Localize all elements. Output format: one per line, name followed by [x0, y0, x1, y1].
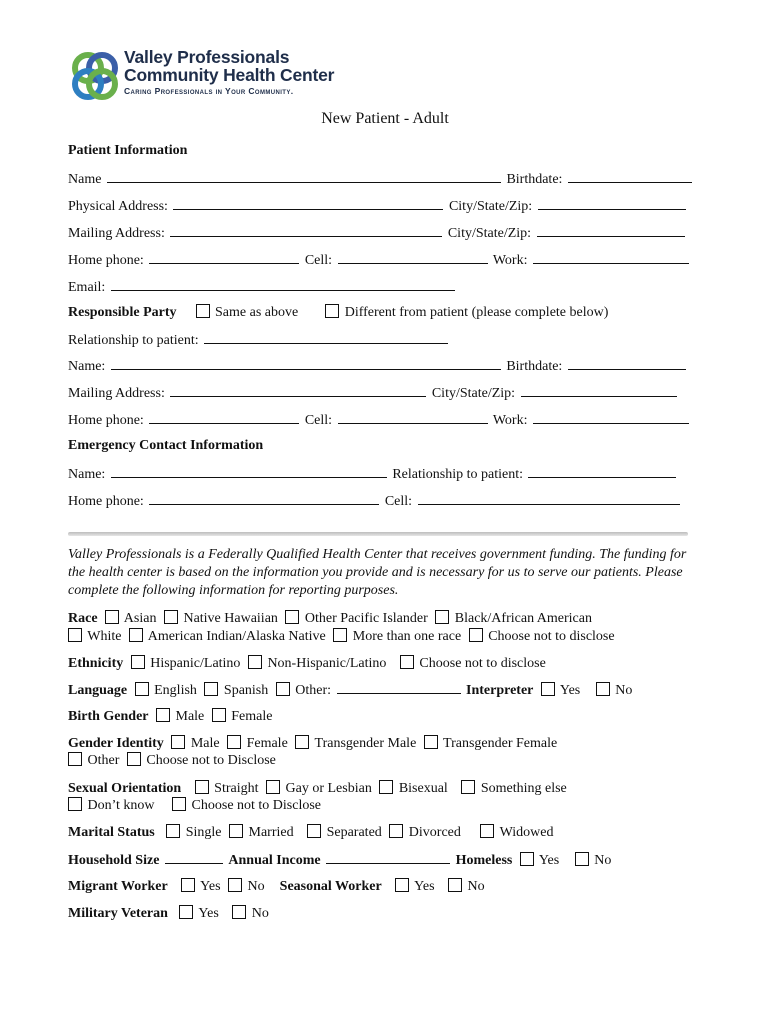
- ethnicity-option-label: Non-Hispanic/Latino: [267, 656, 387, 671]
- so-option-label: Bisexual: [398, 781, 448, 796]
- birth-gender-male-checkbox[interactable]: [156, 708, 170, 722]
- gi-other-checkbox[interactable]: [68, 752, 82, 766]
- ec-name-label: Name:: [68, 467, 106, 482]
- work-label: Work:: [492, 253, 528, 268]
- migrant-yes-checkbox[interactable]: [181, 878, 195, 892]
- ms-option-label: Widowed: [499, 825, 554, 840]
- rp-cell-field[interactable]: [338, 411, 488, 424]
- race-label: Race: [68, 611, 98, 626]
- language-option-label: Other:: [295, 683, 332, 698]
- veteran-option-label: Yes: [198, 906, 219, 921]
- rp-city-state-zip-label: City/State/Zip:: [431, 386, 516, 401]
- migrant-worker-label: Migrant Worker: [68, 879, 168, 894]
- ec-relationship-label: Relationship to patient:: [392, 467, 523, 482]
- different-from-patient-checkbox[interactable]: [325, 304, 339, 318]
- mailing-address-field[interactable]: [170, 224, 442, 237]
- so-gay-lesbian-checkbox[interactable]: [266, 780, 280, 794]
- migrant-option-label: No: [247, 879, 265, 894]
- ec-cell-field[interactable]: [418, 492, 680, 505]
- interpreter-option-label: No: [615, 683, 633, 698]
- gi-transgender-male-checkbox[interactable]: [295, 735, 309, 749]
- ec-home-phone-label: Home phone:: [68, 494, 144, 509]
- section-divider: [68, 532, 688, 536]
- rp-work-label: Work:: [492, 413, 528, 428]
- cell-label: Cell:: [304, 253, 333, 268]
- veteran-option-label: No: [251, 906, 269, 921]
- clinic-logo: [68, 48, 368, 104]
- homeless-option-label: Yes: [538, 853, 560, 868]
- race-option-label: Choose not to disclose: [488, 629, 615, 644]
- gi-transgender-female-checkbox[interactable]: [424, 735, 438, 749]
- ms-option-label: Single: [185, 825, 222, 840]
- birthdate-field[interactable]: [568, 170, 692, 183]
- so-bisexual-checkbox[interactable]: [379, 780, 393, 794]
- mailing-city-state-zip-field[interactable]: [537, 224, 685, 237]
- ms-single-checkbox[interactable]: [166, 824, 180, 838]
- ms-separated-checkbox[interactable]: [307, 824, 321, 838]
- rp-home-phone-label: Home phone:: [68, 413, 144, 428]
- race-option-label: More than one race: [352, 629, 462, 644]
- ms-option-label: Married: [248, 825, 294, 840]
- patient-info-heading: Patient Information: [68, 143, 188, 158]
- homeless-yes-checkbox[interactable]: [520, 852, 534, 866]
- seasonal-worker-label: Seasonal Worker: [279, 879, 382, 894]
- so-option-label: Choose not to Disclose: [191, 798, 322, 813]
- ec-name-field[interactable]: [111, 465, 387, 478]
- race-more-than-one-checkbox[interactable]: [333, 628, 347, 642]
- annual-income-label: Annual Income: [228, 853, 321, 868]
- interpreter-yes-checkbox[interactable]: [541, 682, 555, 696]
- rp-name-field[interactable]: [111, 357, 501, 370]
- language-english-checkbox[interactable]: [135, 682, 149, 696]
- rp-relationship-label: Relationship to patient:: [68, 333, 199, 348]
- rp-city-state-zip-field[interactable]: [521, 384, 677, 397]
- ethnicity-not-disclose-checkbox[interactable]: [400, 655, 414, 669]
- ethnicity-label: Ethnicity: [68, 656, 124, 671]
- gi-female-checkbox[interactable]: [227, 735, 241, 749]
- race-american-indian-checkbox[interactable]: [129, 628, 143, 642]
- race-black-african-american-checkbox[interactable]: [435, 610, 449, 624]
- rp-work-field[interactable]: [533, 411, 689, 424]
- logo-rings-icon: [68, 50, 122, 104]
- veteran-yes-checkbox[interactable]: [179, 905, 193, 919]
- race-option-label: Asian: [123, 611, 157, 626]
- gender-identity-label: Gender Identity: [68, 736, 164, 751]
- birth-gender-option-label: Male: [175, 709, 205, 724]
- migrant-option-label: Yes: [200, 879, 221, 894]
- so-option-label: Don’t know: [87, 798, 155, 813]
- so-not-disclose-checkbox[interactable]: [172, 797, 186, 811]
- responsible-party-heading: Responsible Party: [68, 305, 177, 320]
- emergency-heading: Emergency Contact Information: [68, 438, 264, 453]
- mailing-address-label: Mailing Address:: [68, 226, 165, 241]
- race-option-label: Black/African American: [454, 611, 592, 626]
- seasonal-no-checkbox[interactable]: [448, 878, 462, 892]
- gi-option-label: Male: [190, 736, 220, 751]
- gi-option-label: Female: [246, 736, 288, 751]
- physical-address-field[interactable]: [173, 197, 443, 210]
- ethnicity-option-label: Hispanic/Latino: [150, 656, 241, 671]
- birth-gender-female-checkbox[interactable]: [212, 708, 226, 722]
- race-option-label: Other Pacific Islander: [304, 611, 428, 626]
- cell-field[interactable]: [338, 251, 488, 264]
- veteran-no-checkbox[interactable]: [232, 905, 246, 919]
- ec-cell-label: Cell:: [384, 494, 413, 509]
- physical-city-state-zip-field[interactable]: [538, 197, 686, 210]
- seasonal-option-label: Yes: [414, 879, 435, 894]
- household-size-field[interactable]: [165, 851, 223, 864]
- different-from-patient-label: Different from patient (please complete below): [344, 305, 609, 320]
- homeless-no-checkbox[interactable]: [575, 852, 589, 866]
- race-other-pacific-islander-checkbox[interactable]: [285, 610, 299, 624]
- gi-male-checkbox[interactable]: [171, 735, 185, 749]
- interpreter-no-checkbox[interactable]: [596, 682, 610, 696]
- so-option-label: Gay or Lesbian: [285, 781, 372, 796]
- rp-mailing-address-label: Mailing Address:: [68, 386, 165, 401]
- ethnicity-option-label: Choose not to disclose: [419, 656, 546, 671]
- ms-married-checkbox[interactable]: [229, 824, 243, 838]
- rp-home-phone-field[interactable]: [149, 411, 299, 424]
- so-something-else-checkbox[interactable]: [461, 780, 475, 794]
- seasonal-yes-checkbox[interactable]: [395, 878, 409, 892]
- ec-relationship-field[interactable]: [528, 465, 676, 478]
- birth-gender-label: Birth Gender: [68, 709, 149, 724]
- rp-name-label: Name:: [68, 359, 106, 374]
- ms-option-label: Divorced: [408, 825, 461, 840]
- physical-city-state-zip-label: City/State/Zip:: [448, 199, 533, 214]
- logo-tagline: Caring Professionals in Your Community.: [124, 86, 294, 96]
- language-option-label: English: [154, 683, 197, 698]
- rp-birthdate-label: Birthdate:: [506, 359, 563, 374]
- interpreter-label: Interpreter: [466, 683, 534, 698]
- gi-not-disclose-checkbox[interactable]: [127, 752, 141, 766]
- language-other-field[interactable]: [337, 681, 461, 694]
- mailing-city-state-zip-label: City/State/Zip:: [447, 226, 532, 241]
- ms-option-label: Separated: [326, 825, 382, 840]
- race-asian-checkbox[interactable]: [105, 610, 119, 624]
- rp-birthdate-field[interactable]: [568, 357, 686, 370]
- race-option-label: Native Hawaiian: [183, 611, 278, 626]
- interpreter-option-label: Yes: [559, 683, 581, 698]
- funding-notice: Valley Professionals is a Federally Qualified Health Center that receives government funding. The funding for the health center is based on the information you provide and is necessary for us to serve our patients. Please complete the following information for reporting purposes.: [68, 547, 687, 598]
- work-field[interactable]: [533, 251, 689, 264]
- same-as-above-checkbox[interactable]: [196, 304, 210, 318]
- ec-home-phone-field[interactable]: [149, 492, 379, 505]
- gi-option-label: Other: [87, 753, 120, 768]
- marital-status-label: Marital Status: [68, 825, 155, 840]
- so-dont-know-checkbox[interactable]: [68, 797, 82, 811]
- homeless-label: Homeless: [455, 853, 513, 868]
- military-veteran-label: Military Veteran: [68, 906, 168, 921]
- ethnicity-hispanic-checkbox[interactable]: [131, 655, 145, 669]
- name-field[interactable]: [107, 170, 501, 183]
- race-option-label: American Indian/Alaska Native: [147, 629, 326, 644]
- birth-gender-option-label: Female: [231, 709, 273, 724]
- ethnicity-non-hispanic-checkbox[interactable]: [248, 655, 262, 669]
- household-size-label: Household Size: [68, 853, 160, 868]
- home-phone-field[interactable]: [149, 251, 299, 264]
- so-straight-checkbox[interactable]: [195, 780, 209, 794]
- sexual-orientation-label: Sexual Orientation: [68, 781, 182, 796]
- language-label: Language: [68, 683, 128, 698]
- rp-cell-label: Cell:: [304, 413, 333, 428]
- so-option-label: Something else: [480, 781, 567, 796]
- rp-relationship-field[interactable]: [204, 331, 448, 344]
- race-native-hawaiian-checkbox[interactable]: [164, 610, 178, 624]
- race-white-checkbox[interactable]: [68, 628, 82, 642]
- annual-income-field[interactable]: [326, 851, 450, 864]
- seasonal-option-label: No: [467, 879, 485, 894]
- ms-divorced-checkbox[interactable]: [389, 824, 403, 838]
- migrant-no-checkbox[interactable]: [228, 878, 242, 892]
- form-title: New Patient - Adult: [321, 110, 449, 127]
- email-label: Email:: [68, 280, 106, 295]
- same-as-above-label: Same as above: [215, 305, 299, 320]
- language-spanish-checkbox[interactable]: [204, 682, 218, 696]
- home-phone-label: Home phone:: [68, 253, 144, 268]
- rp-mailing-address-field[interactable]: [170, 384, 426, 397]
- race-not-disclose-checkbox[interactable]: [469, 628, 483, 642]
- logo-name-line1: Valley Professionals: [124, 47, 290, 67]
- gi-option-label: Transgender Male: [314, 736, 417, 751]
- language-option-label: Spanish: [223, 683, 269, 698]
- name-label: Name: [68, 172, 102, 187]
- homeless-option-label: No: [594, 853, 612, 868]
- gi-option-label: Choose not to Disclose: [146, 753, 276, 768]
- gi-option-label: Transgender Female: [443, 736, 558, 751]
- logo-name-line2: Community Health Center: [124, 65, 335, 85]
- email-field[interactable]: [111, 278, 455, 291]
- race-option-label: White: [87, 629, 122, 644]
- ms-widowed-checkbox[interactable]: [480, 824, 494, 838]
- physical-address-label: Physical Address:: [68, 199, 168, 214]
- birthdate-label: Birthdate:: [506, 172, 563, 187]
- so-option-label: Straight: [214, 781, 259, 796]
- language-other-checkbox[interactable]: [276, 682, 290, 696]
